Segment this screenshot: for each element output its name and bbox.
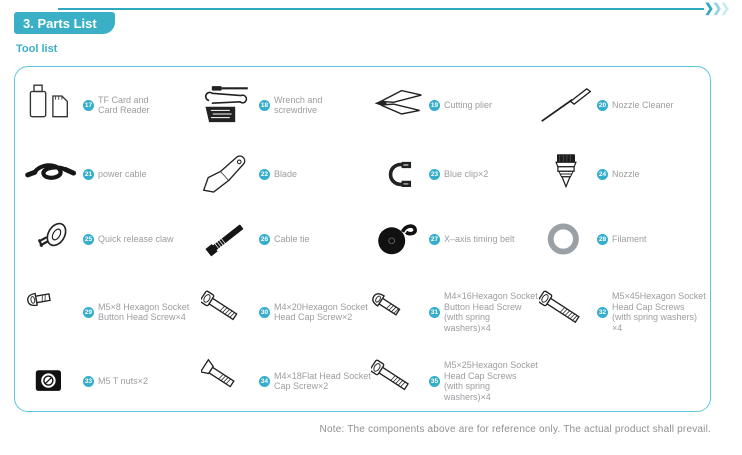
part-number-badge: 34 <box>260 377 269 385</box>
part-number-badge: 20 <box>598 101 607 109</box>
part-number-badge: 35 <box>430 377 439 385</box>
part-label-group <box>83 302 189 323</box>
button-head-screw-washer-icon <box>371 286 425 338</box>
x-axis-timing-belt-icon <box>371 213 425 265</box>
parts-box <box>14 66 711 412</box>
page-title: 3. Parts List <box>23 15 97 31</box>
part-label-group <box>259 234 310 245</box>
part-item-30 <box>201 272 371 352</box>
parts-grid <box>25 68 709 410</box>
part-item-31 <box>371 272 539 352</box>
part-item-26 <box>201 206 371 272</box>
part-label-group <box>597 100 674 111</box>
cap-screw-long-icon <box>201 286 255 338</box>
part-label: X–axis timing belt <box>444 233 515 244</box>
cap-screw-xlong-icon <box>539 286 593 338</box>
part-label: Nozzle Cleaner <box>612 99 674 110</box>
header-rule <box>58 8 704 10</box>
part-label: M5×45Hexagon Socket Head Cap Screws (with spring washers) ×4 <box>612 291 706 333</box>
nozzle-cleaner-icon <box>539 79 593 131</box>
part-number-badge: 22 <box>260 170 269 178</box>
cap-screw-medium-icon <box>371 355 425 407</box>
part-item-18 <box>201 68 371 142</box>
blade-icon <box>201 148 255 200</box>
footer-note: Note: The components above are for reference only. The actual product shall prevail. <box>319 424 711 435</box>
part-label: Wrench and screwdrive <box>274 94 323 115</box>
part-number-badge: 32 <box>598 308 607 316</box>
nozzle-icon <box>539 148 593 200</box>
part-item-32 <box>539 272 709 352</box>
part-item-22 <box>201 142 371 206</box>
part-label-group <box>597 169 640 180</box>
part-number-badge: 24 <box>598 170 607 178</box>
part-label: M4×18Flat Head Socket Cap Screw×2 <box>274 370 371 391</box>
button-head-screw-icon <box>25 286 79 338</box>
wrench-screwdriver-icon <box>201 79 255 131</box>
part-number-badge: 21 <box>84 170 93 178</box>
part-label: M5×8 Hexagon Socket Button Head Screw×4 <box>98 301 190 322</box>
part-label: M4×20Hexagon Socket Head Cap Screw×2 <box>274 301 368 322</box>
part-number-badge: 33 <box>84 377 93 385</box>
part-label-group <box>429 360 539 402</box>
part-label-group <box>259 95 322 116</box>
part-number-badge: 17 <box>84 101 93 109</box>
part-number-badge: 26 <box>260 235 269 243</box>
chevrons-icon: ❯❯❯ <box>704 1 731 15</box>
part-number-badge: 27 <box>430 235 439 243</box>
part-label-group <box>259 302 368 323</box>
cutting-plier-icon <box>371 79 425 131</box>
part-label: Cable tie <box>274 233 310 244</box>
part-label-group <box>429 291 539 333</box>
part-item-27 <box>371 206 539 272</box>
power-cable-icon <box>25 148 79 200</box>
part-number-badge: 23 <box>430 170 439 178</box>
section-banner <box>14 12 115 34</box>
part-item-28 <box>539 206 709 272</box>
part-label-group <box>83 234 174 245</box>
t-nut-icon <box>25 355 79 407</box>
part-number-badge: 31 <box>430 308 439 316</box>
part-item-17 <box>25 68 201 142</box>
part-label: Cutting plier <box>444 99 493 110</box>
part-label-group <box>259 169 297 180</box>
part-number-badge: 25 <box>84 235 93 243</box>
part-item-29 <box>25 272 201 352</box>
part-number-badge: 30 <box>260 308 269 316</box>
part-label: M4×16Hexagon Socket Button Head Screw (with spring washers)×4 <box>444 291 538 333</box>
part-label-group <box>429 234 515 245</box>
part-label: TF Card and Card Reader <box>98 94 150 115</box>
part-number-badge: 29 <box>84 308 93 316</box>
part-item-33 <box>25 352 201 410</box>
part-label-group <box>597 234 647 245</box>
part-label-group <box>597 291 709 333</box>
part-label-group <box>429 169 488 180</box>
part-label: power cable <box>98 168 147 179</box>
tool-list-subtitle: Tool list <box>16 43 58 55</box>
part-label: M5 T nuts×2 <box>98 375 148 386</box>
filament-icon <box>539 213 593 265</box>
part-item-21 <box>25 142 201 206</box>
part-item-34 <box>201 352 371 410</box>
blue-clip-icon <box>371 148 425 200</box>
part-label: Nozzle <box>612 168 640 179</box>
part-label-group <box>83 169 147 180</box>
flat-head-screw-icon <box>201 355 255 407</box>
part-label: M5×25Hexagon Socket Head Cap Screws (with spring washers)×4 <box>444 360 538 402</box>
part-label: Blue clip×2 <box>444 168 489 179</box>
part-item-23 <box>371 142 539 206</box>
part-number-badge: 28 <box>598 235 607 243</box>
tf-card-and-reader-icon <box>25 79 79 131</box>
quick-release-claw-icon <box>25 213 79 265</box>
part-number-badge: 19 <box>430 101 439 109</box>
part-label: Quick release claw <box>98 233 174 244</box>
part-label-group <box>83 95 150 116</box>
part-number-badge: 18 <box>260 101 269 109</box>
part-label: Filament <box>612 233 647 244</box>
part-item-25 <box>25 206 201 272</box>
part-label: Blade <box>274 168 298 179</box>
cable-tie-icon <box>201 213 255 265</box>
part-item-19 <box>371 68 539 142</box>
part-label-group <box>429 100 492 111</box>
part-item-24 <box>539 142 709 206</box>
part-label-group <box>83 376 148 387</box>
part-item-20 <box>539 68 709 142</box>
part-label-group <box>259 371 371 392</box>
part-item-35 <box>371 352 539 410</box>
